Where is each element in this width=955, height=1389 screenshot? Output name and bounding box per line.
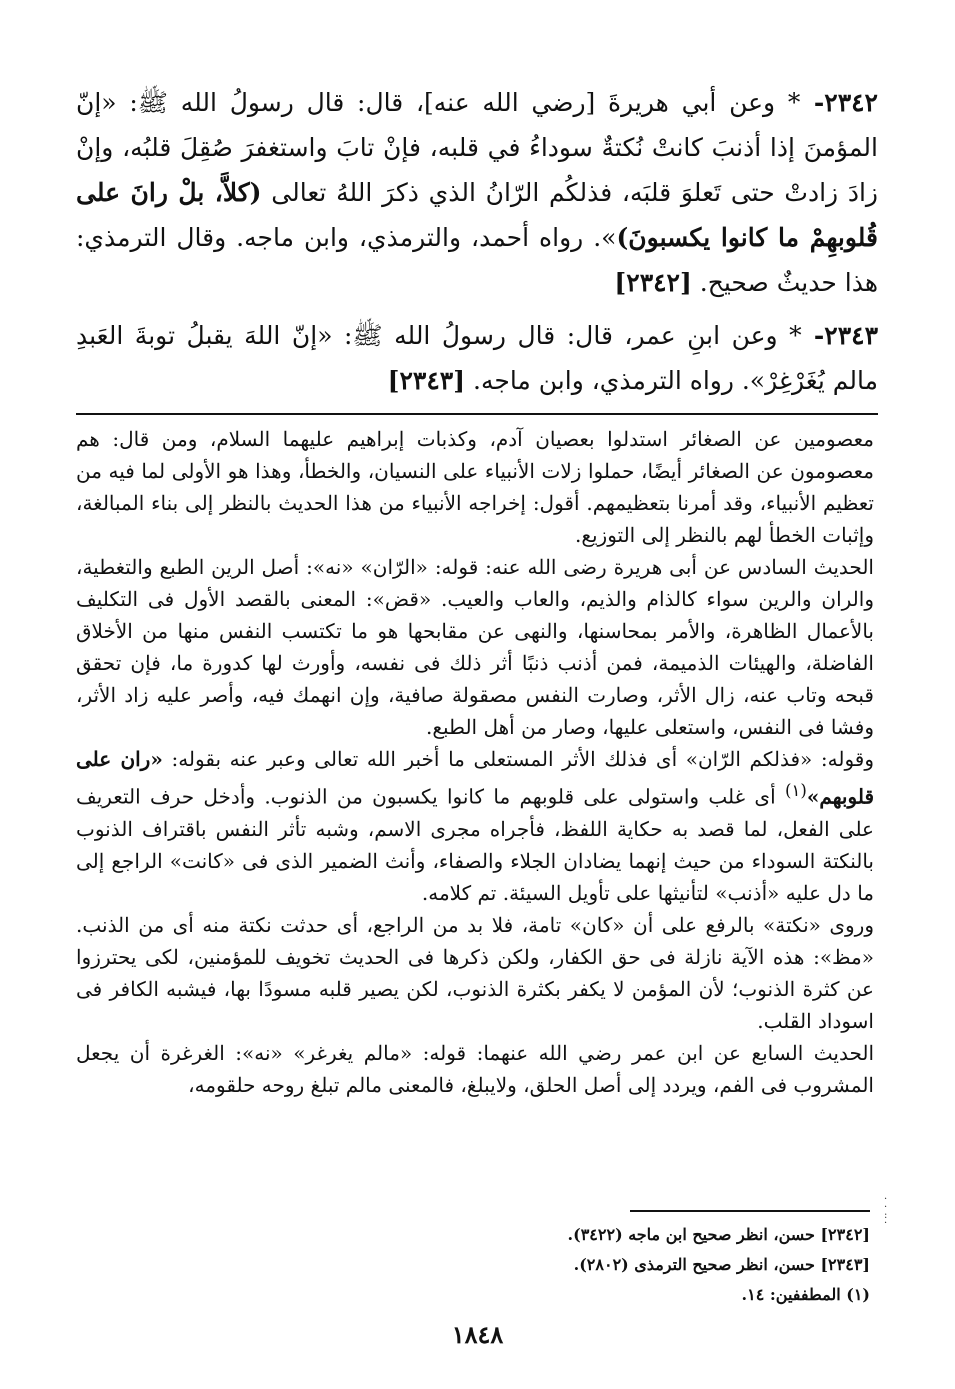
quran-quote: (كلاَّ، بلْ رانَ على قُلوبهِمْ ما كانوا يكسبونَ) [76, 178, 878, 252]
commentary-text: أى غلب واستولى على قلوبهم ما كانوا يكسبون من الذنوب. وأدخل حرف التعريف على الفعل، لما قصد به حكاية اللفظ، فأجراه مجرى الاسم، وشبه تأثر النفس باقتراف الذنوب بالنكتة السوداء من حيث إنهما يضادان الجلاء والصفاء، وأنث الضمير الذى فى «كانت» الراجع إلى ما دل عليه «أذنب» لتأنيثها على تأويل السيئة. تم كلامه. [76, 784, 874, 905]
commentary-paragraph [76, 743, 878, 909]
hadith-number: ٢٣٤٣- [801, 321, 878, 350]
footnote-1: (١) المطففين: ١٤. [741, 1285, 870, 1304]
commentary-text: وقوله: «فذلكم الرّان» أى فذلك الأثر المستعلى ما أخبر الله تعالى وعبر عنه بقوله: [162, 747, 874, 771]
hadith-reference: [٢٣٤٢] [614, 268, 692, 297]
footnotes [430, 1210, 870, 1310]
hadith-text: * وعن ابنِ عمر، قال: قال رسولُ الله ﷺ: «إنّ اللهَ يقبلُ توبةَ العَبدِ مالم يُغَرْغِرْ». رواه الترمذي، وابن ماجه. [76, 321, 878, 395]
quran-quote: «ران على قلوبهم» [76, 747, 874, 809]
hadith-text: * وعن أبي هريرةَ [رضي الله عنه]، قال: قال رسولُ الله ﷺ: «إنّ المؤمنَ إذا أذنبَ كانتْ نُكتةٌ سوداءُ في قلبه، فإنْ تابَ واستغفرَ صُقِلَ قلبُه، وإنْ زادَ زادتْ حتى تَعلوَ قلبَه، فذلكُم الرّانُ الذي ذكرَ اللهُ تعالى [76, 88, 878, 207]
hadith-number: ٢٣٤٢- [800, 88, 878, 117]
commentary-paragraph: معصومين عن الصغائر استدلوا بعصيان آدم، وكذبات إبراهيم عليهما السلام، ومن قال: هم معصومون عن الصغائر أيضًا، حملوا زلات الأنبياء على النسيان، والخطأ، وهذا هو الأولى لما فيه من تعظيم الأنبياء، وقد أمرنا بتعظيمهم. أقول: إخراجه الأنبياء من هذا الحديث بالنظر إلى بناء المبالغة، وإثبات الخطأ لهم بالنظر إلى التوزيع. [76, 427, 874, 547]
hadith-ending: ». رواه أحمد، والترمذي، وابن ماجه. وقال الترمذي: هذا حديثٌ صحيح. [76, 223, 878, 297]
commentary-paragraph: الحديث السابع عن ابن عمر رضي الله عنهما: قوله: «مالم يغرغر» «نه»: الغرغرة أن يجعل المشروب فى الفم، ويردد إلى أصل الحلق، ولايبلغ، فالمعنى مالم تبلغ روحه حلقومه، [76, 1040, 874, 1097]
margin-mark: · · : · [884, 1194, 888, 1229]
commentary [76, 423, 878, 1101]
page-body [76, 80, 878, 1101]
hadith-2342 [76, 80, 878, 305]
footnote-divider [630, 1210, 870, 1212]
commentary-paragraph: وروى «نكتة» بالرفع على أن «كان» تامة، فلا بد من الراجع، أى حدثت نكتة منه أى من الذنب. «مظ»: هذه الآية نازلة فى حق الكفار، ولكن ذكرها فى الحديث تخويف للمؤمنين، لكى يحترزوا عن كثرة الذنوب؛ لأن المؤمن لا يكفر بكثرة الذنوب، لكن يصير قلبه مسودًا بها، فيشبه الكافر فى اسوداد القلب. [76, 912, 874, 1033]
page-number: ١٨٤٨ [451, 1320, 504, 1349]
hadith-2343 [76, 313, 878, 403]
footnote-marker: (١) [784, 781, 807, 800]
section-divider [76, 413, 878, 415]
hadith-reference: [٢٣٤٣] [387, 366, 466, 395]
footnote-2342: [٢٣٤٢] حسن، انظر صحيح ابن ماجه (٣٤٢٢). [567, 1225, 870, 1244]
footnote-2343: [٢٣٤٣] حسن، انظر صحيح الترمذى (٢٨٠٢). [573, 1255, 870, 1274]
commentary-paragraph: الحديث السادس عن أبى هريرة رضى الله عنه: قوله: «الرّان» «نه»: أصل الرين الطبع والتغطية، والران والرين سواء كالذام والذيم، والعاب والعيب. «قض»: المعنى بالقصد الأول فى التكليف بالأعمال الظاهرة، والأمر بمحاسنها، والنهى عن مقابحها هو ما تكتسب النفس منها من الأخلاق الفاضلة، والهيئات الذميمة، فمن أذنب ذنبًا أثر ذلك فى نفسه، وأورث لها كدورة ما، فإن تحقق قبحه وتاب عنه، زال الأثر، وصارت النفس مصقولة صافية، وإن انهمك فيه، وأصر عليه زاد الأثر، وفشا فى النفس، واستعلى عليها، وصار من أهل الطبع. [76, 555, 874, 739]
